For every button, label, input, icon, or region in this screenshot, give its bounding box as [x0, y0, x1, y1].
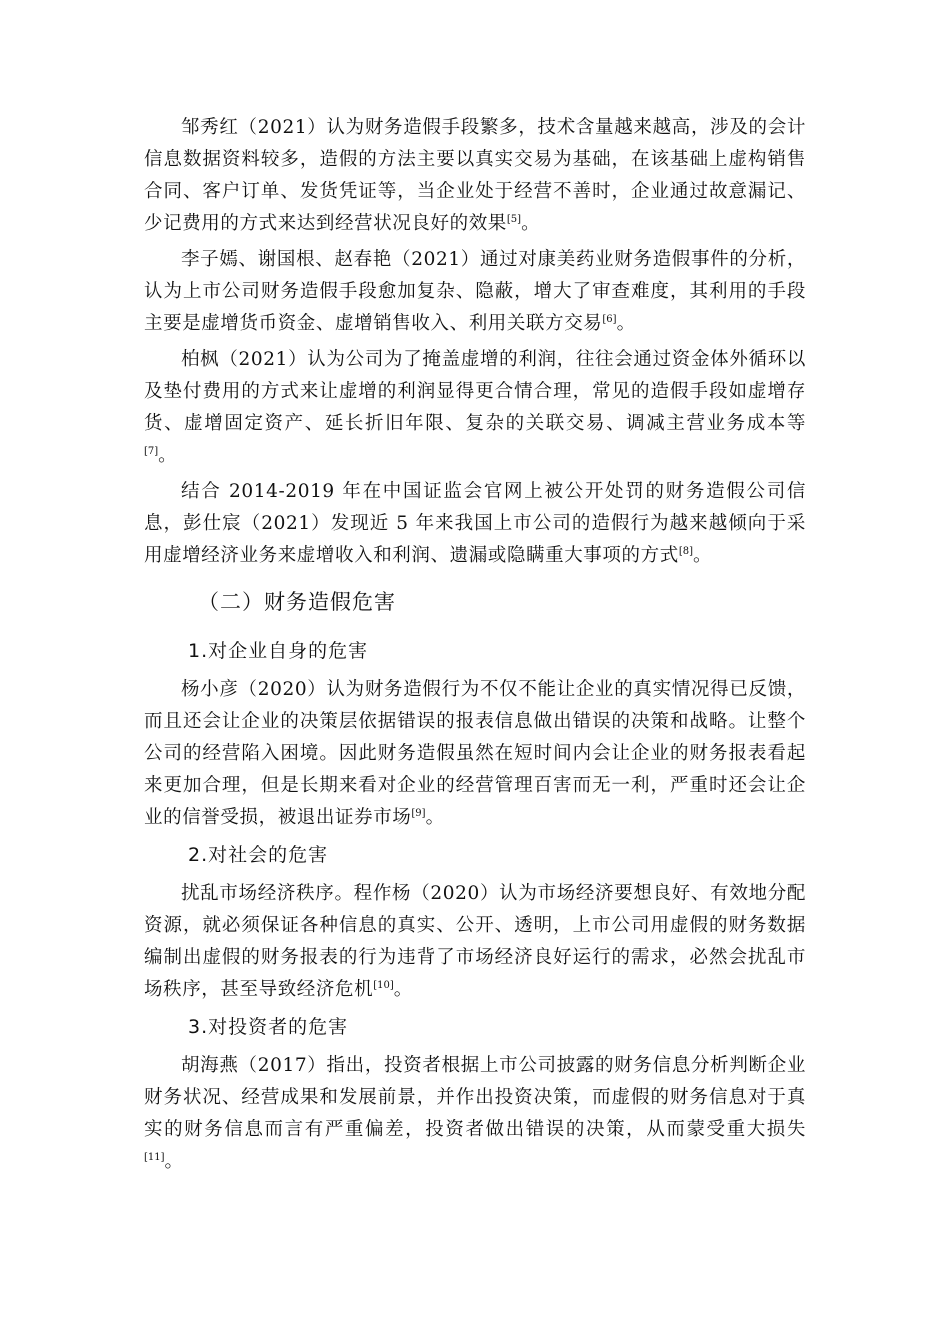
- paragraph-end: 。: [521, 213, 541, 234]
- paragraph: [144, 674, 806, 834]
- paragraph-end: 。: [692, 545, 713, 566]
- paragraph-text: 杨小彦（2020）认为财务造假行为不仅不能让企业的真实情况得已反馈，而且还会让企业的决策层依据错误的报表信息做出错误的决策和战略。让整个公司的经营陷入困境。因此财务造假虽然在短时间内会让企业的财务报表看起来更加合理，但是长期来看对企业的经营管理百害而无一利，严重时还会让企业的信誉受损，被退出证券市场: [144, 679, 806, 828]
- paragraph: [144, 344, 806, 472]
- citation-ref: [8]: [678, 546, 693, 557]
- citation-ref: [11]: [144, 1152, 165, 1163]
- paragraph-text: 李子嫣、谢国根、赵春艳（2021）通过对康美药业财务造假事件的分析，认为上市公司财务造假手段愈加复杂、隐蔽，增大了审查难度，其利用的手段主要是虚增货币资金、虚增销售收入、利用关联方交易: [144, 249, 806, 334]
- document-page: [144, 112, 806, 1182]
- citation-ref: [6]: [602, 314, 617, 325]
- paragraph-end: 。: [164, 1151, 184, 1172]
- paragraph: [144, 112, 806, 240]
- paragraph-text: 扰乱市场经济秩序。程作杨（2020）认为市场经济要想良好、有效地分配资源，就必须保证各种信息的真实、公开、透明，上市公司用虚假的财务数据编制出虚假的财务报表的行为违背了市场经济良好运行的需求，必然会扰乱市场秩序，甚至导致经济危机: [144, 883, 806, 1000]
- paragraph-end: 。: [425, 807, 445, 828]
- subsection-heading: 2.对社会的危害: [188, 844, 329, 866]
- paragraph: [144, 244, 806, 340]
- paragraph: [144, 878, 806, 1006]
- paragraph-text: 胡海燕（2017）指出，投资者根据上市公司披露的财务信息分析判断企业财务状况、经营成果和发展前景，并作出投资决策，而虚假的财务信息对于真实的财务信息而言有严重偏差，投资者做出错误的决策，从而蒙受重大损失: [144, 1055, 806, 1140]
- citation-ref: [7]: [144, 446, 159, 457]
- subsection-heading: 3.对投资者的危害: [188, 1016, 349, 1038]
- paragraph-text: 柏枫（2021）认为公司为了掩盖虚增的利润，往往会通过资金体外循环以及垫付费用的方式来让虚增的利润显得更合情合理，常见的造假手段如虚增存货、虚增固定资产、延长折旧年限、复杂的关联交易、调减主营业务成本等: [144, 349, 806, 434]
- paragraph-text: 结合 2014-2019 年在中国证监会官网上被公开处罚的财务造假公司信息，彭仕宸（2021）发现近 5 年来我国上市公司的造假行为越来越倾向于采用虚增经济业务来虚增收入和利润、遗漏或隐瞒重大事项的方式: [144, 481, 806, 566]
- section-heading: （二）财务造假危害: [198, 590, 396, 614]
- citation-ref: [5]: [506, 214, 522, 225]
- paragraph-end: 。: [158, 445, 178, 466]
- paragraph: [144, 476, 806, 572]
- citation-ref: [9]: [411, 808, 426, 819]
- paragraph-end: 。: [393, 979, 413, 1000]
- citation-ref: [10]: [373, 980, 394, 991]
- paragraph-text: 邹秀红（2021）认为财务造假手段繁多，技术含量越来越高，涉及的会计信息数据资料较多，造假的方法主要以真实交易为基础，在该基础上虚构销售合同、客户订单、发货凭证等，当企业处于经营不善时，企业通过故意漏记、少记费用的方式来达到经营状况良好的效果: [144, 117, 806, 234]
- paragraph-end: 。: [616, 313, 636, 334]
- subsection-heading: 1.对企业自身的危害: [188, 640, 369, 662]
- paragraph: [144, 1050, 806, 1178]
